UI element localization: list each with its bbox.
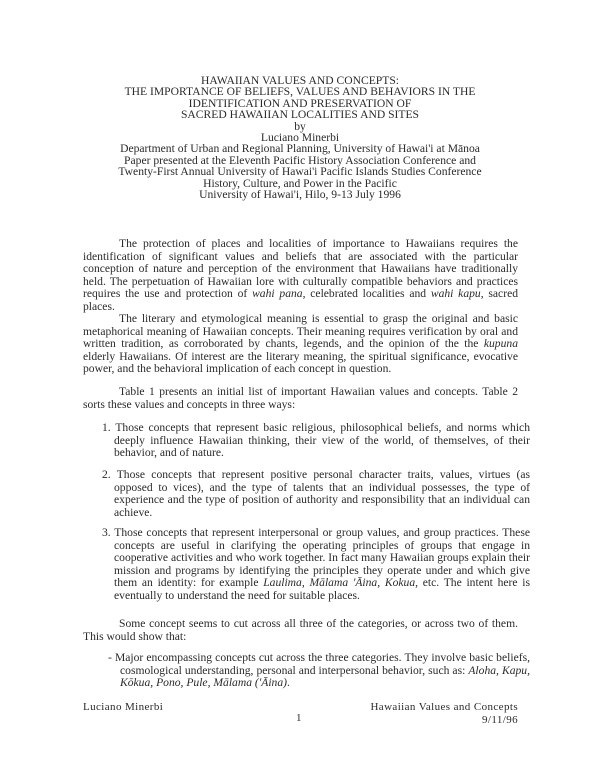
list-item-1: 1. Those concepts that represent basic religious, philosophical beliefs, and norms which deeply influence Hawaiian thinking, their view of the world, of themselves, of their behavior, and of nature. <box>102 421 530 460</box>
paragraph-3: Table 1 presents an initial list of important Hawaiian values and concepts. Table 2 sorts these values and concepts in three ways: <box>83 385 518 411</box>
paragraph-1 <box>83 238 518 314</box>
italic-term: Aloha, Kapu, Kōkua, Pono, Pule, Mālama ('Āina) <box>120 663 530 690</box>
text: , sacred places. <box>83 287 519 313</box>
italic-term: wahi pana <box>252 287 303 301</box>
title-line: THE IMPORTANCE OF BELIEFS, VALUES AND BEHAVIORS IN THE <box>124 85 476 99</box>
title-line: IDENTIFICATION AND PRESERVATION OF <box>188 96 412 110</box>
text: . <box>287 676 290 690</box>
text: , etc. The intent here is eventually to understand the need for suitable places. <box>114 576 530 602</box>
affiliation-line: Paper presented at the Eleventh Pacific History Association Conference and <box>124 153 476 167</box>
text: elderly Hawaiians. Of interest are the literary meaning, the spiritual significance, evocative power, and the behavioral implication of each concept in question. <box>83 349 518 376</box>
footer-date: 9/11/96 <box>481 714 518 726</box>
affiliation-line: History, Culture, and Power in the Pacific <box>203 176 397 190</box>
italic-term: wahi kapu <box>430 287 481 301</box>
text: , celebrated localities and <box>302 287 431 301</box>
list-item-2: 2. Those concepts that represent positive personal character traits, values, virtues (as opposed to vices), and the type of talents that an individual possesses, the type of experience and the type of position of authority and responsibility that an individual can achieve. <box>102 468 530 519</box>
author-name: Luciano Minerbi <box>260 131 340 145</box>
affiliation-line: Department of Urban and Regional Planning, University of Hawai'i at Mānoa <box>120 142 480 156</box>
title-line: SACRED HAWAIIAN LOCALITIES AND SITES <box>180 108 420 122</box>
text: - Major encompassing concepts cut across the three categories. They involve basic beliefs, cosmological understanding, personal and interpersonal behavior, such as: <box>108 651 530 677</box>
list-item-3 <box>102 527 530 603</box>
paragraph-2 <box>83 313 518 376</box>
text: 3. Those concepts that represent interpersonal or group values, and group practices. These concepts are useful in clarifying the operating principles of groups that engage in cooperative activities and who work together. In fact many Hawaiian groups explain their mission and programs by identifying the principles they operate under and which give them an identity: for example <box>102 526 530 590</box>
footer-author: Luciano Minerbi <box>83 701 164 713</box>
paragraph-4: Some concept seems to cut across all three of the categories, or across two of them. This would show that: <box>83 617 518 643</box>
document-header <box>70 75 530 200</box>
footer-title <box>352 701 518 727</box>
by-line: by <box>294 119 306 133</box>
dash-item-1 <box>108 652 530 690</box>
text: The protection of places and localities of importance to Hawaiians requires the identification of significant values and beliefs that are associated with the particular conception of nature and perception of the environment that Hawaiians have traditionally held. The perpetuation of Hawaiian lore with culturally compatible behaviors and practices requires the use and protection of <box>83 237 518 301</box>
italic-term: Laulima, Mālama 'Āina, Kokua <box>263 576 416 590</box>
text: The literary and etymological meaning is essential to grasp the original and basic metaphorical meaning of Hawaiian concepts. Their meaning requires verification by oral and written tradition, as corroborated by chants, legends, and the opinion of the the <box>83 312 518 351</box>
title-line: HAWAIIAN VALUES AND CONCEPTS: <box>200 74 399 87</box>
italic-term: kupuna <box>483 337 518 351</box>
affiliation-line: University of Hawai'i, Hilo, 9-13 July 1996 <box>199 188 401 202</box>
footer-page-number: 1 <box>296 712 302 724</box>
affiliation-line: Twenty-First Annual University of Hawai'i Pacific Islands Studies Conference <box>118 165 482 179</box>
footer-title-text: Hawaiian Values and Concepts <box>370 701 518 713</box>
